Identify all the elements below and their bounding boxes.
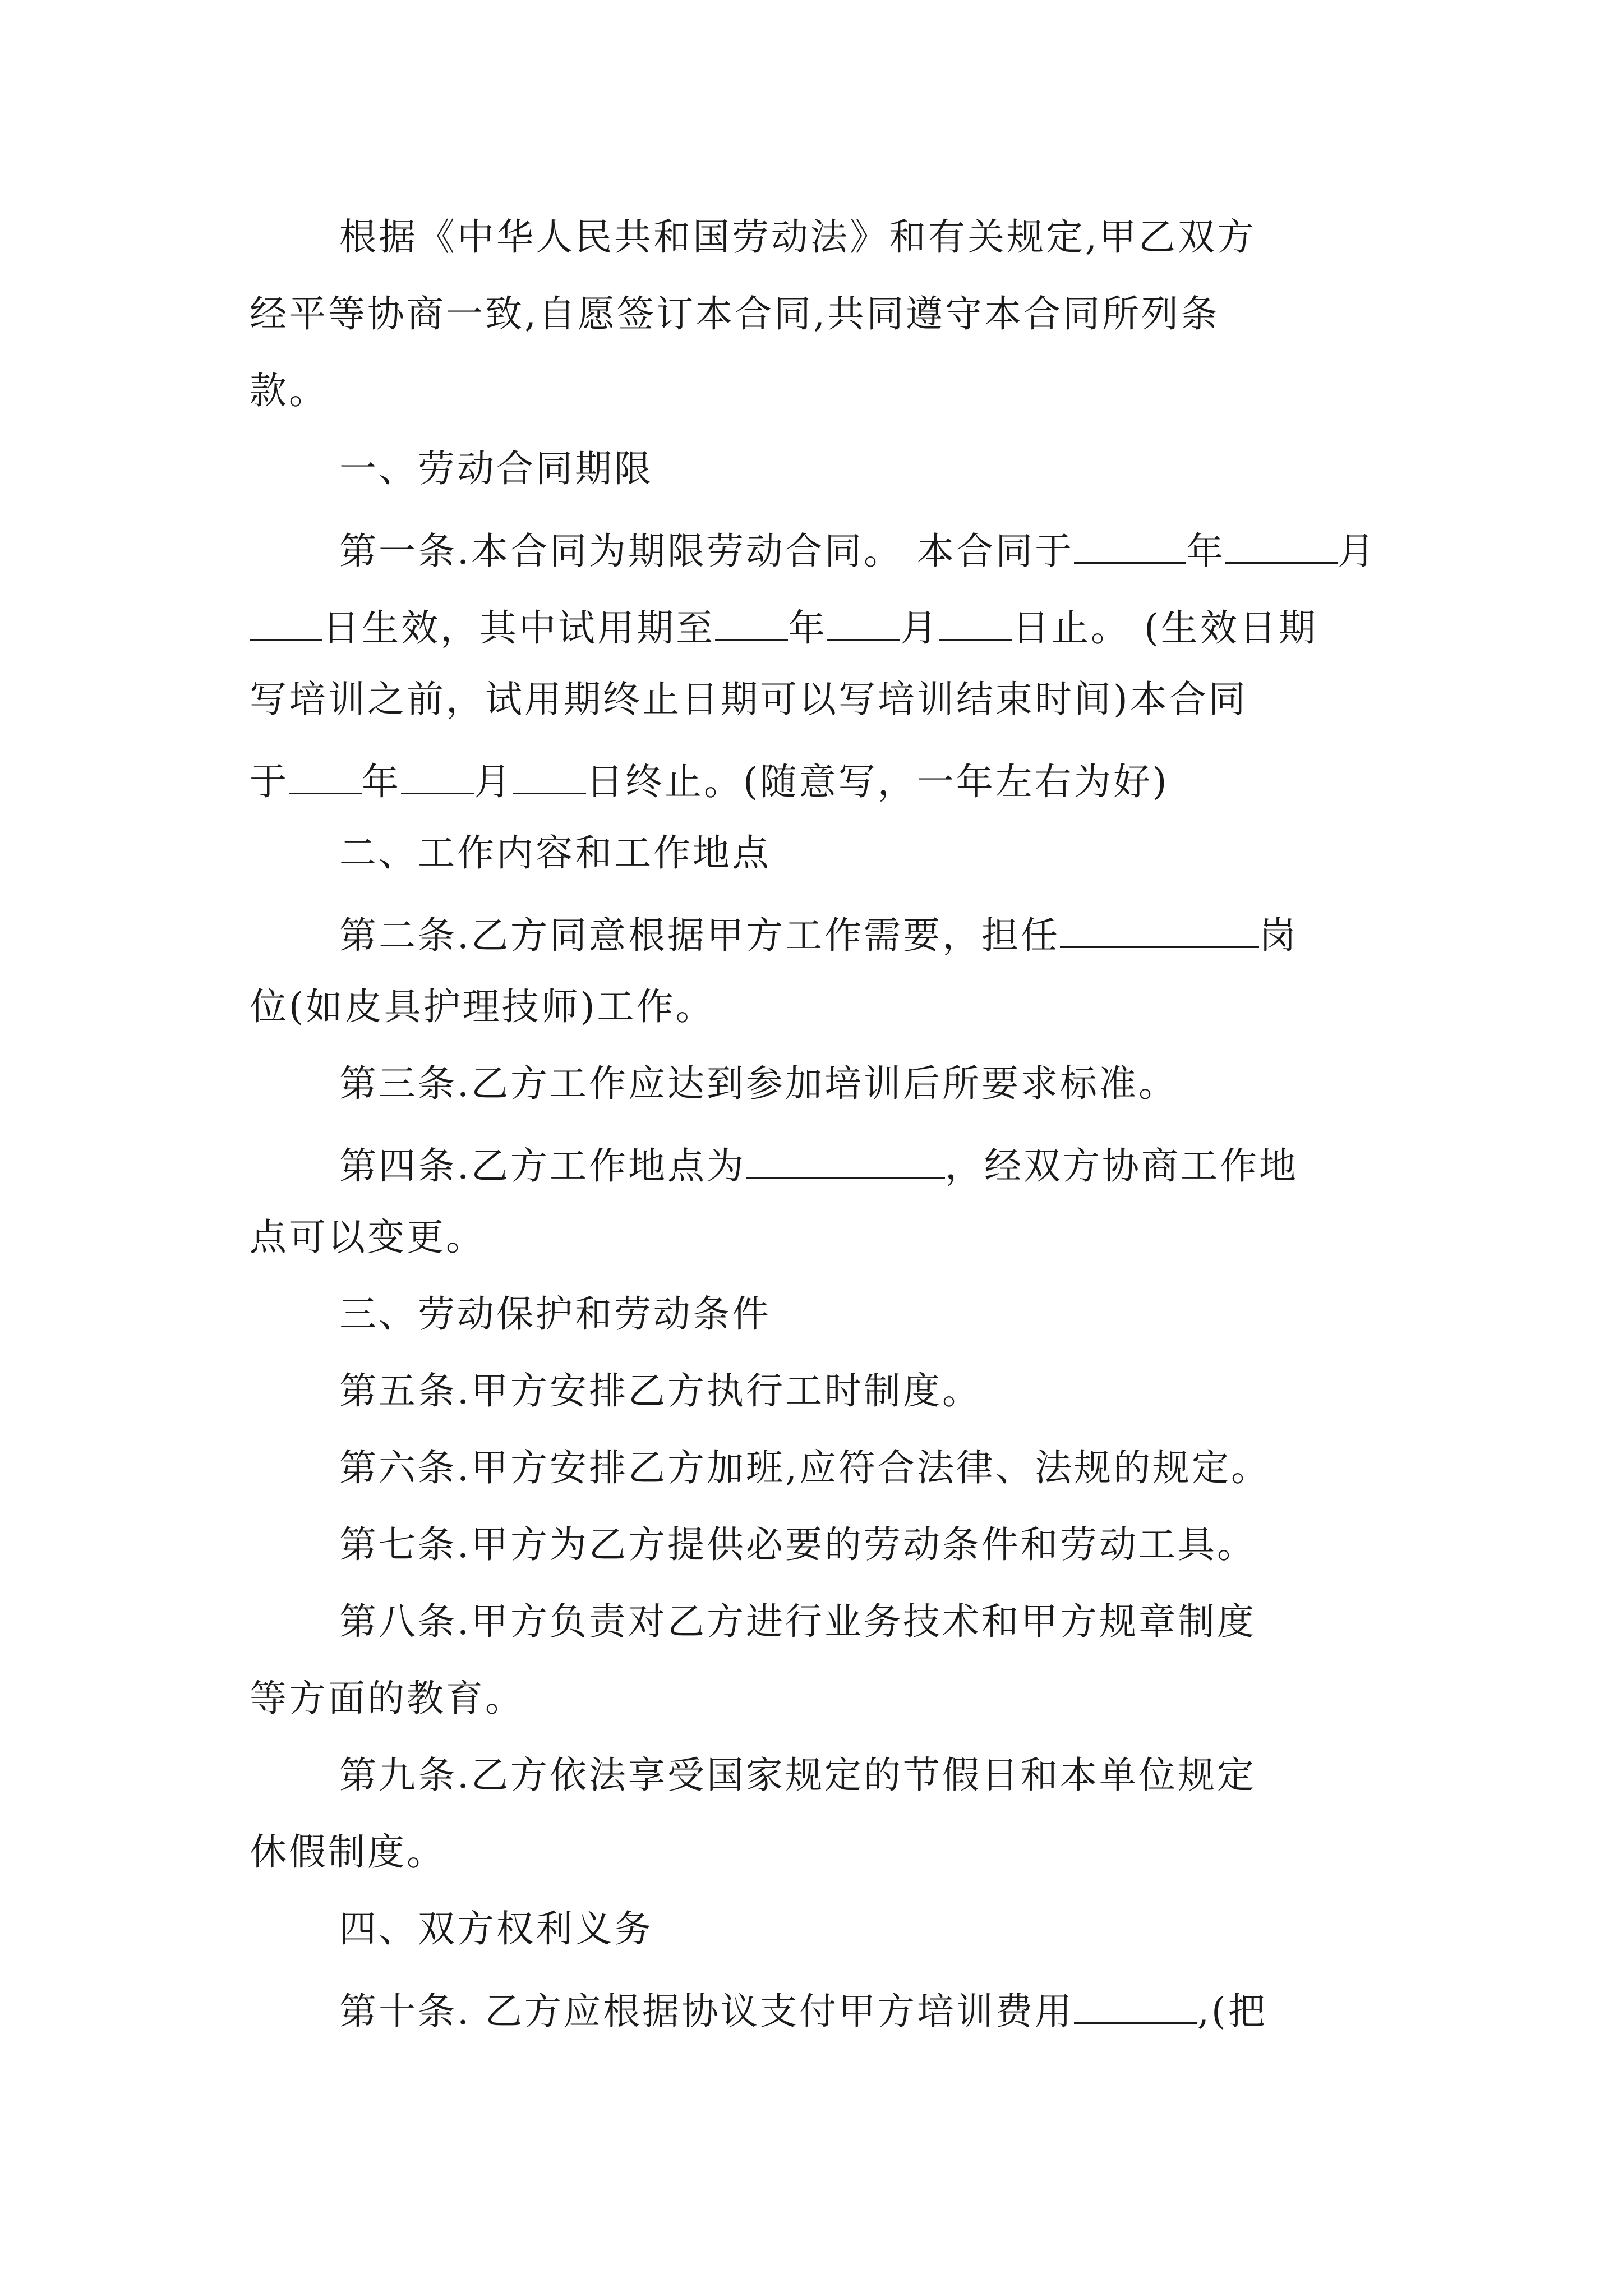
article-1-line-2: 日生效，其中试用期至 年 月 日止。 (生效日期 (250, 604, 1318, 647)
blank-field[interactable] (1060, 912, 1259, 948)
article-1-line-1: 第一条.本合同为期限劳动合同。 本合同于 年 月 (339, 527, 1377, 570)
section-heading-1: 一、劳动合同期限 (339, 447, 653, 490)
article-6: 第六条.甲方安排乙方加班,应符合法律、法规的规定。 (339, 1446, 1270, 1489)
blank-field[interactable] (1074, 1987, 1197, 2024)
blank-field[interactable] (1074, 527, 1186, 564)
article-7: 第七条.甲方为乙方提供必要的劳动条件和劳动工具。 (339, 1523, 1256, 1566)
blank-field[interactable] (250, 604, 322, 641)
preamble-line-3: 款。 (250, 369, 328, 412)
article-5: 第五条.甲方安排乙方执行工时制度。 (339, 1369, 981, 1412)
blank-field[interactable] (746, 1142, 945, 1179)
article-4-line-2: 点可以变更。 (250, 1216, 485, 1259)
blank-field[interactable] (827, 604, 900, 641)
section-heading-2: 二、工作内容和工作地点 (339, 831, 771, 875)
blank-field[interactable] (939, 604, 1012, 641)
article-8-line-2: 等方面的教育。 (250, 1677, 524, 1720)
section-heading-4: 四、双方权利义务 (339, 1907, 653, 1950)
preamble-line-2: 经平等协商一致,自愿签订本合同,共同遵守本合同所列条 (250, 292, 1220, 335)
article-9-line-2: 休假制度。 (250, 1830, 446, 1874)
article-1-line-4: 于 年 月 日终止。(随意写，一年左右为好) (250, 758, 1169, 800)
article-9-line-1: 第九条.乙方依法享受国家规定的节假日和本单位规定 (339, 1754, 1256, 1797)
blank-field[interactable] (289, 758, 362, 794)
blank-field[interactable] (401, 758, 474, 794)
article-10-line-1: 第十条. 乙方应根据协议支付甲方培训费用 ,(把 (339, 1987, 1267, 2030)
blank-field[interactable] (715, 604, 788, 641)
article-8-line-1: 第八条.甲方负责对乙方进行业务技术和甲方规章制度 (339, 1600, 1256, 1643)
article-2-line-1: 第二条.乙方同意根据甲方工作需要，担任 岗 (339, 912, 1298, 954)
section-heading-3: 三、劳动保护和劳动条件 (339, 1292, 771, 1336)
article-1-line-3: 写培训之前，试用期终止日期可以写培训结束时间)本合同 (250, 678, 1248, 721)
blank-field[interactable] (1225, 527, 1338, 564)
preamble-line-1: 根据《中华人民共和国劳动法》和有关规定,甲乙双方 (339, 215, 1256, 259)
article-3: 第三条.乙方工作应达到参加培训后所要求标准。 (339, 1062, 1178, 1105)
article-2-line-2: 位(如皮具护理技师)工作。 (250, 985, 715, 1028)
article-4-line-1: 第四条.乙方工作地点为 ，经双方协商工作地 (339, 1142, 1298, 1185)
blank-field[interactable] (513, 758, 586, 794)
